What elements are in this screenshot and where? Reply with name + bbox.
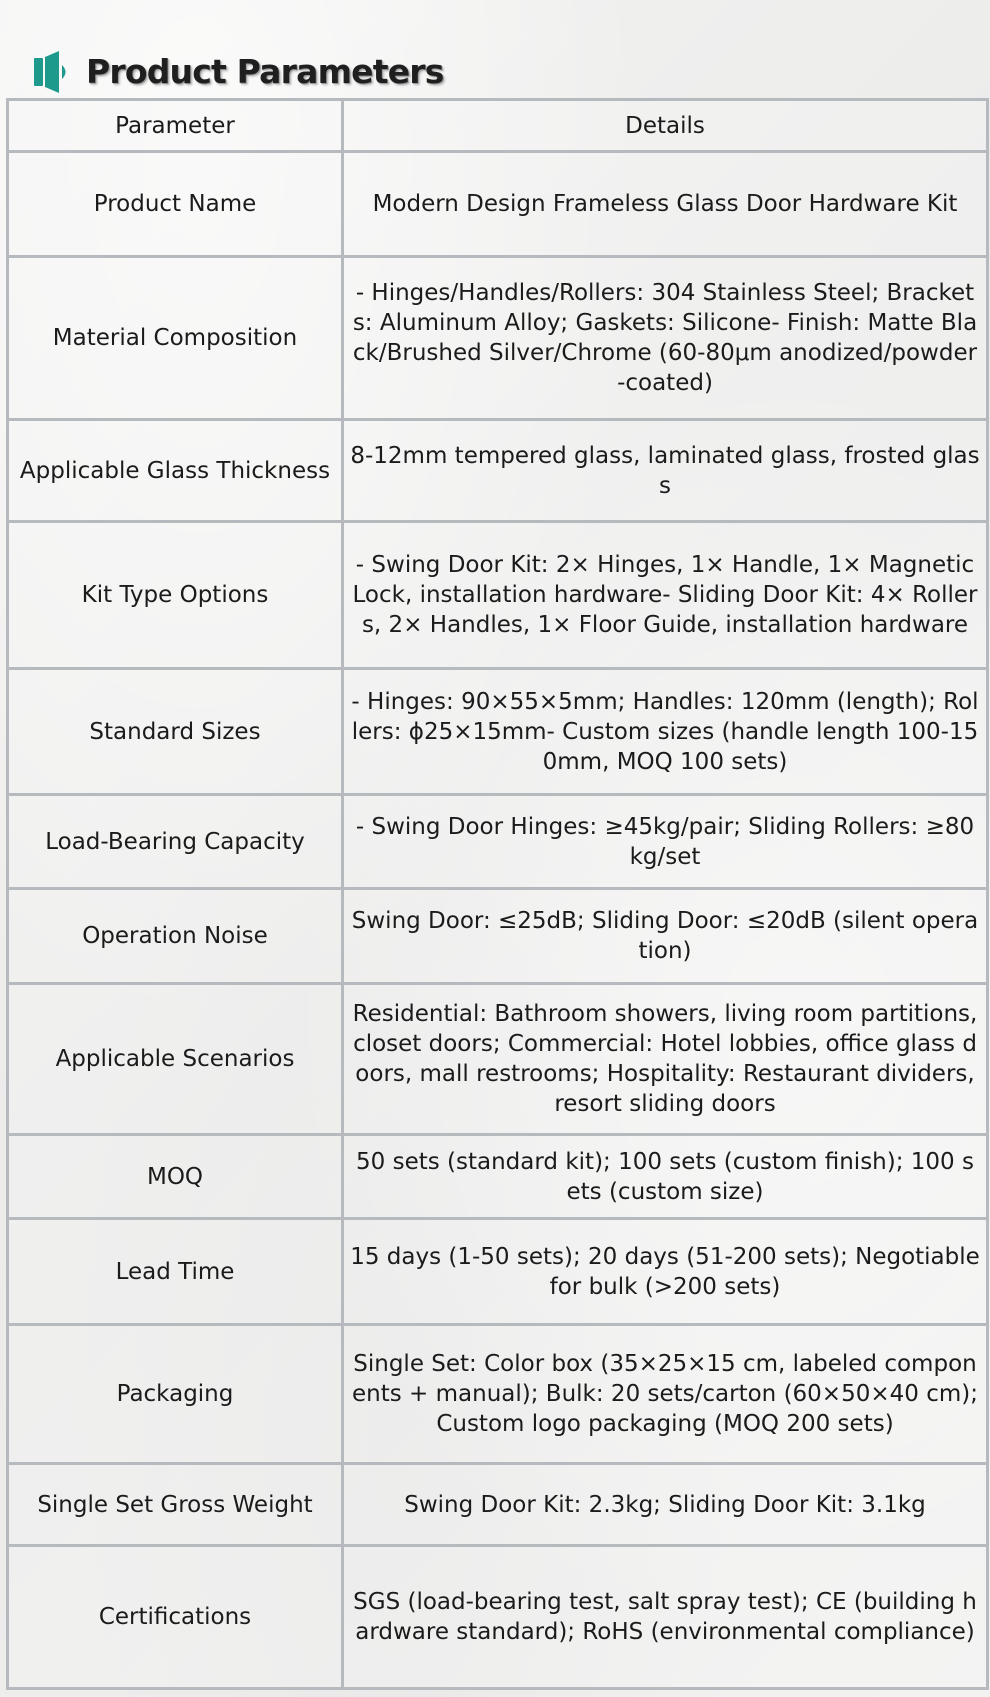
table-header-row xyxy=(8,100,988,152)
table-row xyxy=(8,669,988,795)
table-row xyxy=(8,1325,988,1464)
details-cell: Residential: Bathroom showers, living room partitions, closet doors; Commercial: Hotel lobbies, office glass doors, mall restrooms; Hospitality: Restaurant dividers, resort sliding doors xyxy=(343,984,988,1135)
details-cell: 8-12mm tempered glass, laminated glass, frosted glass xyxy=(343,420,988,522)
parameter-cell: Operation Noise xyxy=(8,889,343,984)
table-row xyxy=(8,795,988,889)
parameter-cell: Certifications xyxy=(8,1546,343,1689)
parameter-cell: Load-Bearing Capacity xyxy=(8,795,343,889)
speaker-icon xyxy=(32,51,72,93)
details-cell: - Hinges: 90×55×5mm; Handles: 120mm (length); Rollers: ϕ25×15mm- Custom sizes (handle length 100-150mm, MOQ 100 sets) xyxy=(343,669,988,795)
details-cell: Swing Door: ≤25dB; Sliding Door: ≤20dB (silent operation) xyxy=(343,889,988,984)
details-cell: Single Set: Color box (35×25×15 cm, labeled components + manual); Bulk: 20 sets/carton (60×50×40 cm); Custom logo packaging (MOQ 200 sets) xyxy=(343,1325,988,1464)
details-cell: 15 days (1-50 sets); 20 days (51-200 sets); Negotiable for bulk (>200 sets) xyxy=(343,1219,988,1325)
page-title: Product Parameters xyxy=(86,52,444,91)
parameter-cell: Material Composition xyxy=(8,257,343,420)
details-cell: SGS (load-bearing test, salt spray test); CE (building hardware standard); RoHS (environmental compliance) xyxy=(343,1546,988,1689)
parameter-cell: Single Set Gross Weight xyxy=(8,1464,343,1546)
parameter-cell: Applicable Scenarios xyxy=(8,984,343,1135)
table-row xyxy=(8,1464,988,1546)
parameter-cell: Lead Time xyxy=(8,1219,343,1325)
parameter-cell: Packaging xyxy=(8,1325,343,1464)
section-header xyxy=(32,48,444,96)
parameters-table xyxy=(6,98,989,1690)
parameter-cell: Kit Type Options xyxy=(8,522,343,669)
table-row xyxy=(8,1546,988,1689)
details-cell: 50 sets (standard kit); 100 sets (custom finish); 100 sets (custom size) xyxy=(343,1135,988,1219)
parameter-cell: MOQ xyxy=(8,1135,343,1219)
table-row xyxy=(8,152,988,257)
details-cell: Modern Design Frameless Glass Door Hardware Kit xyxy=(343,152,988,257)
column-header-parameter: Parameter xyxy=(8,100,343,152)
table-row xyxy=(8,1219,988,1325)
details-cell: - Swing Door Hinges: ≥45kg/pair; Sliding Rollers: ≥80kg/set xyxy=(343,795,988,889)
details-cell: Swing Door Kit: 2.3kg; Sliding Door Kit: 3.1kg xyxy=(343,1464,988,1546)
table-row xyxy=(8,522,988,669)
details-cell: - Hinges/Handles/Rollers: 304 Stainless Steel; Brackets: Aluminum Alloy; Gaskets: Silicone- Finish: Matte Black/Brushed Silver/Chrome (60-80μm anodized/powder-coated) xyxy=(343,257,988,420)
table-row xyxy=(8,257,988,420)
column-header-details: Details xyxy=(343,100,988,152)
parameter-cell: Standard Sizes xyxy=(8,669,343,795)
table-row xyxy=(8,889,988,984)
table-row xyxy=(8,984,988,1135)
table-row xyxy=(8,1135,988,1219)
parameter-cell: Applicable Glass Thickness xyxy=(8,420,343,522)
parameter-cell: Product Name xyxy=(8,152,343,257)
details-cell: - Swing Door Kit: 2× Hinges, 1× Handle, 1× Magnetic Lock, installation hardware- Sliding Door Kit: 4× Rollers, 2× Handles, 1× Floor Guide, installation hardware xyxy=(343,522,988,669)
table-row xyxy=(8,420,988,522)
